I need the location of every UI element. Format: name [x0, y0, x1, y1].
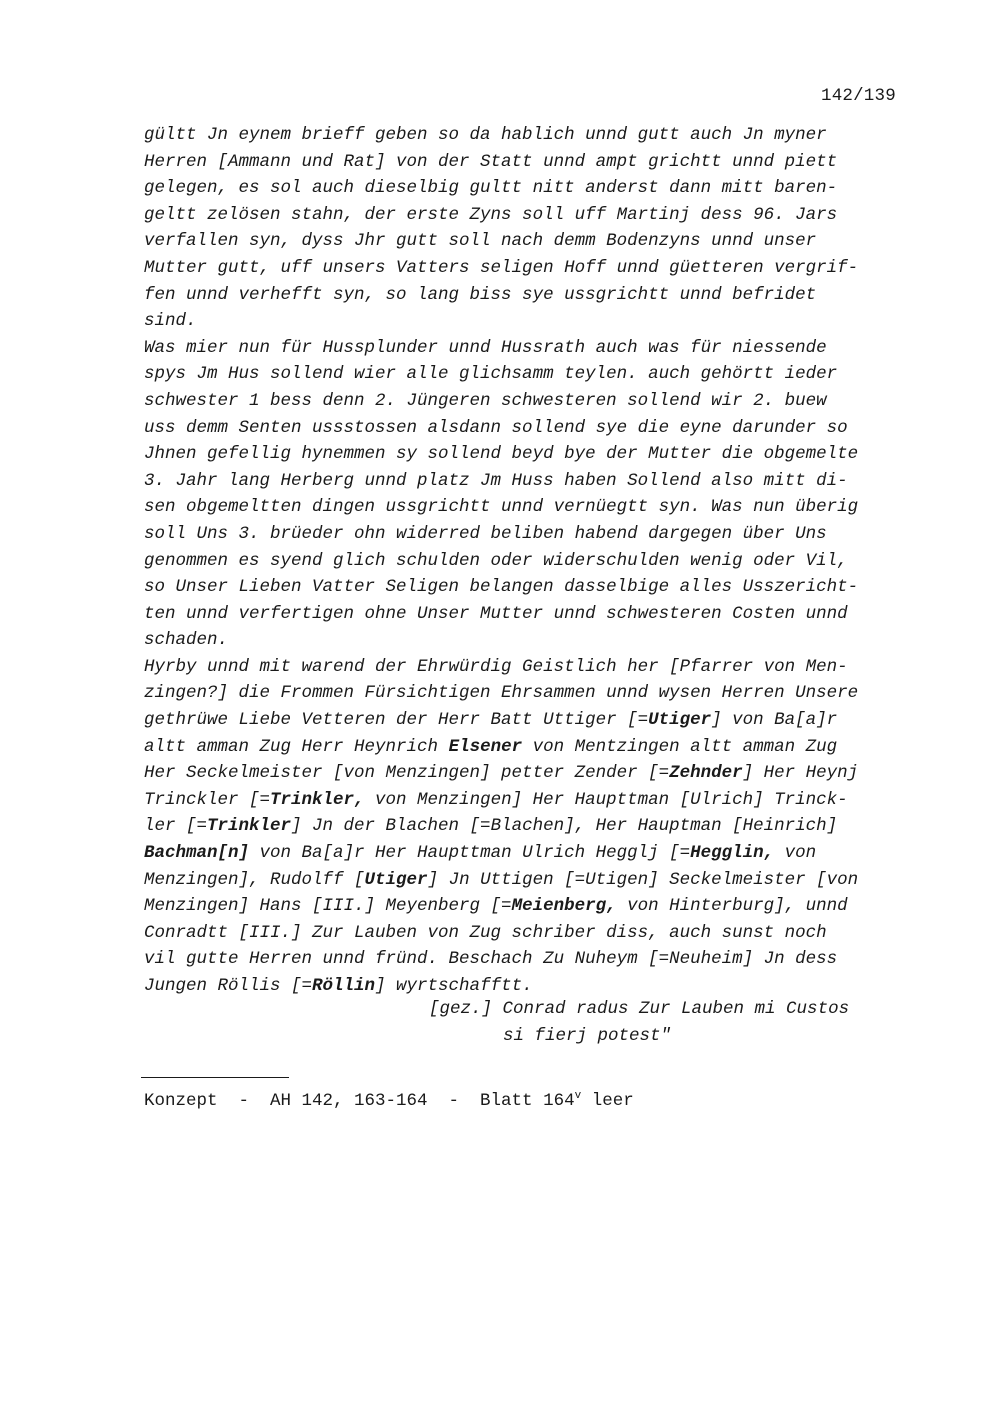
text-line — [144, 707, 914, 734]
text-segment: genommen es syend glich schulden oder widerschulden wenig oder Vil, — [144, 550, 848, 571]
text-line — [144, 946, 914, 973]
footnote-rule — [141, 1077, 289, 1078]
text-segment: ] Jn der Blachen [=Blachen], Her Hauptman [Heinrich] — [291, 816, 838, 837]
text-segment: altt amman Zug Herr Heynrich — [144, 736, 449, 757]
text-line — [144, 308, 914, 335]
footnote-text: Konzept - AH 142, 163-164 - Blatt 164 — [144, 1091, 575, 1111]
text-line — [144, 282, 914, 309]
text-segment: gelegen, es sol auch dieselbig gultt nitt anderst dann mitt baren- — [144, 178, 838, 199]
text-line — [144, 149, 914, 176]
text-line — [144, 787, 914, 814]
text-line — [144, 468, 914, 495]
text-line — [144, 521, 914, 548]
text-segment: uss demm Senten ussstossen alsdann sollend sye die eyne darunder so — [144, 417, 848, 438]
text-segment: von Hinterburg], unnd — [616, 896, 848, 917]
text-line — [144, 361, 914, 388]
signature-line-1: [gez.] Conrad radus Zur Lauben mi Custos — [429, 999, 850, 1019]
body-text — [144, 122, 914, 1000]
text-segment: zingen?] die Frommen Fürsichtigen Ehrsammen unnd wysen Herren Unsere — [144, 683, 859, 704]
text-segment: so Unser Lieben Vatter Seligen belangen dasselbige alles Usszericht- — [144, 577, 859, 598]
emphasized-name: Utiger — [648, 710, 712, 731]
text-segment: Jhnen gefellig hynemmen sy sollend beyd bye der Mutter die obgemelte — [144, 444, 859, 465]
text-line — [144, 920, 914, 947]
emphasized-name: Röllin — [312, 976, 376, 996]
text-segment: Her Seckelmeister [von Menzingen] petter Zender [= — [144, 763, 670, 784]
text-segment: ] von Ba[a]r — [711, 710, 838, 731]
text-line — [144, 734, 914, 761]
text-segment: ten unnd verfertigen ohne Unser Mutter unnd schwesteren Costen unnd — [144, 603, 848, 624]
footnote — [144, 1091, 634, 1111]
text-line — [144, 548, 914, 575]
emphasized-name: Trinkler — [207, 816, 292, 837]
text-segment: schaden. — [144, 630, 229, 651]
text-segment: fen unnd verhefft syn, so lang biss sye ussgrichtt unnd befridet — [144, 284, 817, 305]
text-line — [144, 441, 914, 468]
text-segment: von Mentzingen altt amman Zug — [522, 736, 838, 757]
text-segment: Hyrby unnd mit warend der Ehrwürdig Geistlich her [Pfarrer von Men- — [144, 656, 848, 677]
text-segment: ] wyrtschafftt. — [375, 976, 533, 996]
emphasized-name: Meienberg, — [511, 896, 617, 917]
text-line — [144, 494, 914, 521]
text-segment: von — [774, 843, 817, 864]
text-segment: spys Jm Hus sollend wier alle glichsamm teylen. auch gehörtt ieder — [144, 364, 838, 385]
text-segment: Was mier nun für Hussplunder unnd Hussrath auch was für niessende — [144, 337, 827, 358]
text-line — [144, 175, 914, 202]
text-segment: gethrüwe Liebe Vetteren der Herr Batt Uttiger [= — [144, 710, 649, 731]
text-line — [144, 680, 914, 707]
text-segment: geltt zelösen stahn, der erste Zyns soll uff Martinj dess 96. Jars — [144, 204, 838, 225]
signature-line-2: si fierj potest" — [503, 1026, 672, 1046]
text-line — [144, 574, 914, 601]
text-line — [144, 867, 914, 894]
text-line — [144, 202, 914, 229]
text-segment: Conradtt [III.] Zur Lauben von Zug schriber diss, auch sunst noch — [144, 922, 827, 943]
text-segment: Trinckler [= — [144, 789, 271, 810]
text-segment: vil gutte Herren unnd fründ. Beschach Zu Nuheym [=Neuheim] Jn dess — [144, 949, 838, 970]
text-line — [144, 654, 914, 681]
text-segment: gültt Jn eynem brieff geben so da hablich unnd gutt auch Jn myner — [144, 125, 827, 145]
text-segment: Menzingen], Rudolff [ — [144, 869, 365, 890]
text-segment: von Menzingen] Her Haupttman [Ulrich] Trinck- — [364, 789, 848, 810]
text-segment: ] Her Heynj — [742, 763, 859, 784]
text-segment: sind. — [144, 311, 197, 332]
text-segment: verfallen syn, dyss Jhr gutt soll nach demm Bodenzyns unnd unser — [144, 231, 817, 252]
text-line — [144, 627, 914, 654]
page-number: 142/139 — [821, 86, 896, 106]
text-segment: Menzingen] Hans [III.] Meyenberg [= — [144, 896, 512, 917]
footnote-superscript: v — [574, 1090, 582, 1103]
text-segment: schwester 1 bess denn 2. Jüngeren schwesteren sollend wir 2. buew — [144, 390, 827, 411]
text-segment: soll Uns 3. brüeder ohn widerred beliben habend dargegen über Uns — [144, 523, 827, 544]
text-line — [144, 840, 914, 867]
text-line — [144, 388, 914, 415]
text-segment: 3. Jahr lang Herberg unnd platz Jm Huss haben Sollend also mitt di- — [144, 470, 848, 491]
text-line — [144, 122, 914, 149]
text-line — [144, 335, 914, 362]
text-line — [144, 760, 914, 787]
text-line — [144, 415, 914, 442]
emphasized-name: Bachman[n] — [144, 843, 250, 864]
text-segment: Mutter gutt, uff unsers Vatters seligen Hoff unnd güetteren vergrif- — [144, 257, 859, 278]
text-segment: ler [= — [144, 816, 208, 837]
text-segment: Herren [Ammann und Rat] von der Statt unnd ampt grichtt unnd piett — [144, 151, 838, 172]
emphasized-name: Elsener — [448, 736, 523, 757]
text-line — [144, 973, 914, 1000]
text-line — [144, 601, 914, 628]
emphasized-name: Utiger — [364, 869, 428, 890]
text-segment: ] Jn Uttigen [=Utigen] Seckelmeister [von — [427, 869, 859, 890]
emphasized-name: Zehnder — [669, 763, 743, 784]
text-line — [144, 255, 914, 282]
text-segment: sen obgemeltten dingen ussgrichtt unnd vernüegtt syn. Was nun überig — [144, 497, 859, 518]
text-segment: von Ba[a]r Her Haupttman Ulrich Hegglj [= — [249, 843, 691, 864]
emphasized-name: Trinkler, — [270, 789, 365, 810]
text-line — [144, 893, 914, 920]
text-line — [144, 813, 914, 840]
footnote-suffix: leer — [581, 1091, 634, 1111]
text-segment: Jungen Röllis [= — [144, 976, 313, 996]
emphasized-name: Hegglin, — [690, 843, 775, 864]
text-line — [144, 228, 914, 255]
